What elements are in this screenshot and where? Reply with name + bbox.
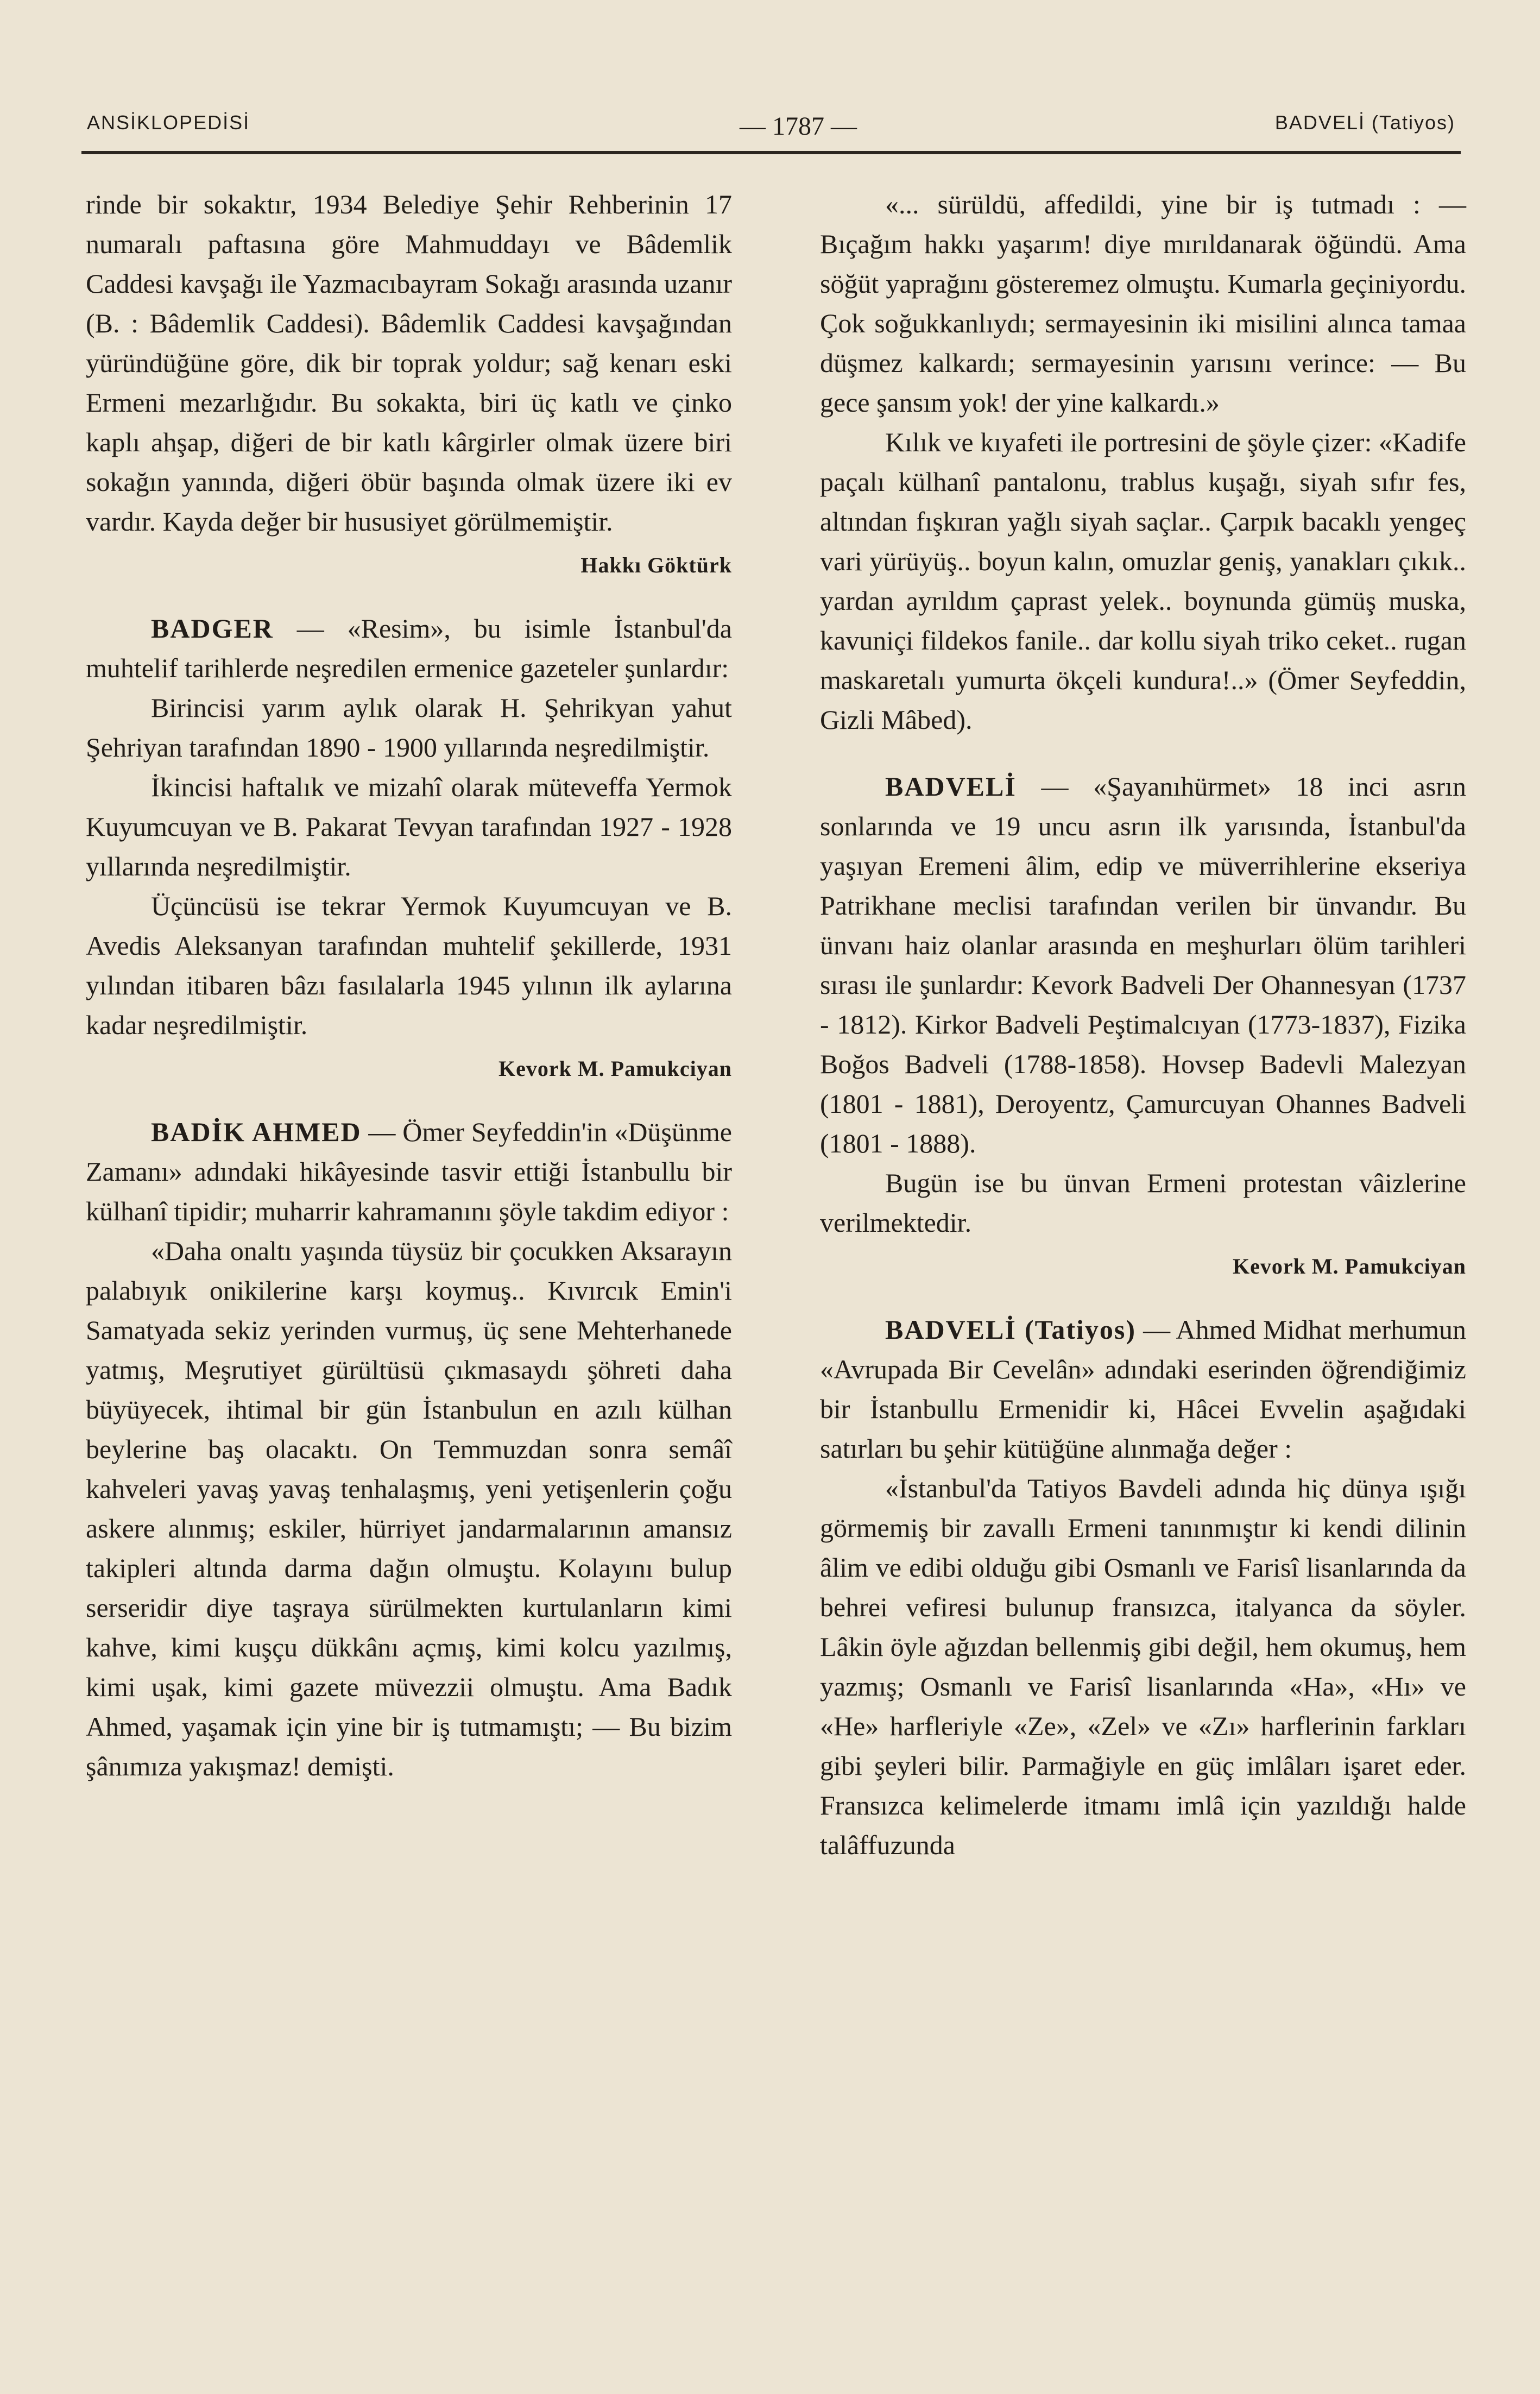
entry-badveli xyxy=(820,767,1466,1163)
author-signature: Kevork M. Pamukciyan xyxy=(498,1056,732,1081)
entry-tatiyos-quote: «İstanbul'da Tatiyos Bavdeli adında hiç dünya ışığı görmemiş bir zavallı Ermeni tanınmıştır ki kendi dilinin âlim ve edibi olduğu gibi Osmanlı ve Farisî lisanlarında da behrei vefiresi bulunup fransızca, italyanca da söyler. Lâkin öyle ağızdan bellenmiş gibi değil, hem okumuş, hem yazmış; Osmanlı ve Farisî lisanlarında «Ha», «Hı» ve «He» harfleriyle «Ze», «Zel» ve «Zı» harflerinin farkları gibi şeyleri bilir. Parmağiyle en güç imlâları işaret eder. Fransızca kelimelerde itmamı imlâ için yazıldığı halde talâffuzunda xyxy=(820,1473,1466,1860)
entry-title-badveli-tatiyos: BADVELİ (Tatiyos) xyxy=(885,1314,1137,1345)
entry-badger-paragraph: İkincisi haftalık ve mizahî olarak müteveffa Yermok Kuyumcuyan ve B. Pakarat Tevyan tarafından 1927 - 1928 yıllarında neşredilmiştir. xyxy=(86,772,732,881)
right-column xyxy=(820,185,1466,1865)
entry-badik-portrait: Kılık ve kıyafeti ile portresini de şöyle çizer: «Kadife paçalı külhanî pantalonu, trablus kuşağı, siyah sıfır fes, altından fışkıran yağlı siyah saçlar.. Çarpık bacaklı yengeç vari yürüyüş.. boyun kalın, omuzlar geniş, yanakları çıkık.. yardan ayrıldım çaprast yelek.. boynunda gümüş muska, kavuniçi fildekos fanile.. dar kollu siyah triko ceket.. rugan maskaretalı yumurta ökçeli kundura!..» (Ömer Seyfeddin, Gizli Mâbed). xyxy=(820,427,1466,735)
entry-badveli-paragraph: Bugün ise bu ünvan Ermeni protestan vâizlerine verilmektedir. xyxy=(820,1168,1466,1238)
entry-badik-ahmed xyxy=(86,1112,732,1231)
entry-badik-quote-continued: «... sürüldü, affedildi, yine bir iş tutmadı : — Bıçağım hakkı yaşarım! diye mırıldanarak öğündü. Ama söğüt yaprağını gösteremez olmuştu. Kumarla geçiniyordu. Çok soğukkanlıydı; sermayesinin iki misilini alınca tamaa düşmez kalkardı; sermayesinin yarısını verince: — Bu gece şansım yok! der yine kalkardı.» xyxy=(820,189,1466,418)
entry-tatiyos-intro: — Ahmed Midhat merhumun «Avrupada Bir Cevelân» adındaki eserinden öğrendiğimiz bir İstanbullu Ermenidir ki, Hâcei Evvelin aşağıdaki satırları bu şehir kütüğüne alınmağa değer : xyxy=(820,1314,1466,1464)
entry-title-badik-ahmed: BADİK AHMED xyxy=(151,1117,362,1147)
page-number: — 1787 — xyxy=(740,112,857,141)
entry-badger-paragraph: Birincisi yarım aylık olarak H. Şehrikyan yahut Şehriyan tarafından 1890 - 1900 yıllarında neşredilmiştir. xyxy=(86,692,732,763)
entry-badger xyxy=(86,609,732,688)
header-encyclopedia-title: ANSİKLOPEDİSİ xyxy=(87,111,250,134)
entry-title-badveli: BADVELİ xyxy=(885,771,1017,802)
entry-continuation-text: rinde bir sokaktır, 1934 Belediye Şehir Rehberinin 17 numaralı paftasına göre Mahmuddayı ve Bâdemlik Caddesi kavşağı ile Yazmacıbayram Sokağı arasında uzanır (B. : Bâdemlik Caddesi). Bâdemlik Caddesi kavşağından yüründüğüne göre, dik bir toprak yoldur; sağ kenarı eski Ermeni mezarlığıdır. Bu sokakta, biri üç katlı ve çinko kaplı ahşap, diğeri de bir katlı kârgirler olmak üzere biri sokağın yanında, diğeri öbür başında olmak üzere iki ev vardır. Kayda değer bir hususiyet görülmemiştir. xyxy=(86,189,732,537)
entry-badveli-tatiyos xyxy=(820,1310,1466,1469)
page-header xyxy=(81,111,1461,144)
author-signature: Kevork M. Pamukciyan xyxy=(1233,1254,1466,1278)
header-rule xyxy=(81,151,1461,154)
header-entry-range: BADVELİ (Tatiyos) xyxy=(1274,111,1455,134)
entry-title-badger: BADGER xyxy=(151,613,274,644)
entry-badveli-text: — «Şayanıhürmet» 18 inci asrın sonlarında ve 19 uncu asrın ilk yarısında, İstanbul'da yaşıyan Eremeni âlim, edip ve müverrihlerine ekseriya Patrikhane meclisi tarafından verilen bir ünvandır. Bu ünvanı haiz olanlar arasında en meşhurları ölüm tarihleri sırası ile şunlardır: Kevork Badveli Der Ohannesyan (1737 - 1812). Kirkor Badveli Peştimalcıyan (1773-1837), Fizika Boğos Badveli (1788-1858). Hovsep Badevli Malezyan (1801 - 1881), Deroyentz, Çamurcuyan Ohannes Badveli (1801 - 1888). xyxy=(820,771,1466,1158)
entry-badik-quote: «Daha onaltı yaşında tüysüz bir çocukken Aksarayın palabıyık onikilerine karşı koymuş.. Kıvırcık Emin'i Samatyada sekiz yerinden vurmuş, üç sene Mehterhanede yatmış, Meşrutiyet gürültüsü çıkmasaydı şöhreti daha büyüyecek, ihtimal bir gün İstanbulun en azılı külhan beylerine baş olacaktı. On Temmuzdan sonra semâî kahveleri yavaş yavaş tenhalaşmış, yeni yetişenlerin çoğu askere alınmış; eskiler, hürriyet jandarmalarının amansız takipleri altında darma dağın olmuştu. Kolayını bulup serseridir diye taşraya sürülmekten kurtulanların kimi kahve, kimi kuşçu dükkânı açmış, kimi kolcu yazılmış, kimi uşak, kimi gazete müvezzii olmuştu. Ama Badık Ahmed, yaşamak için yine bir iş tutmamıştı; — Bu bizim şânımıza yakışmaz! demişti. xyxy=(86,1236,732,1781)
entry-badik-intro: — Ömer Seyfeddin'in «Düşünme Zamanı» adındaki hikâyesinde tasvir ettiği İstanbullu bir külhanî tipidir; muharrir kahramanını şöyle takdim ediyor : xyxy=(86,1117,732,1226)
entry-badger-paragraph: Üçüncüsü ise tekrar Yermok Kuyumcuyan ve B. Avedis Aleksanyan tarafından muhtelif şekillerde, 1931 yılından itibaren bâzı fasılalarla 1945 yılının ilk aylarına kadar neşredilmiştir. xyxy=(86,891,732,1040)
left-column xyxy=(86,185,732,1786)
author-signature: Hakkı Göktürk xyxy=(580,553,732,577)
entry-badger-intro: — «Resim», bu isimle İstanbul'da muhtelif tarihlerde neşredilen ermenice gazeteler şunlardır: xyxy=(86,613,732,683)
